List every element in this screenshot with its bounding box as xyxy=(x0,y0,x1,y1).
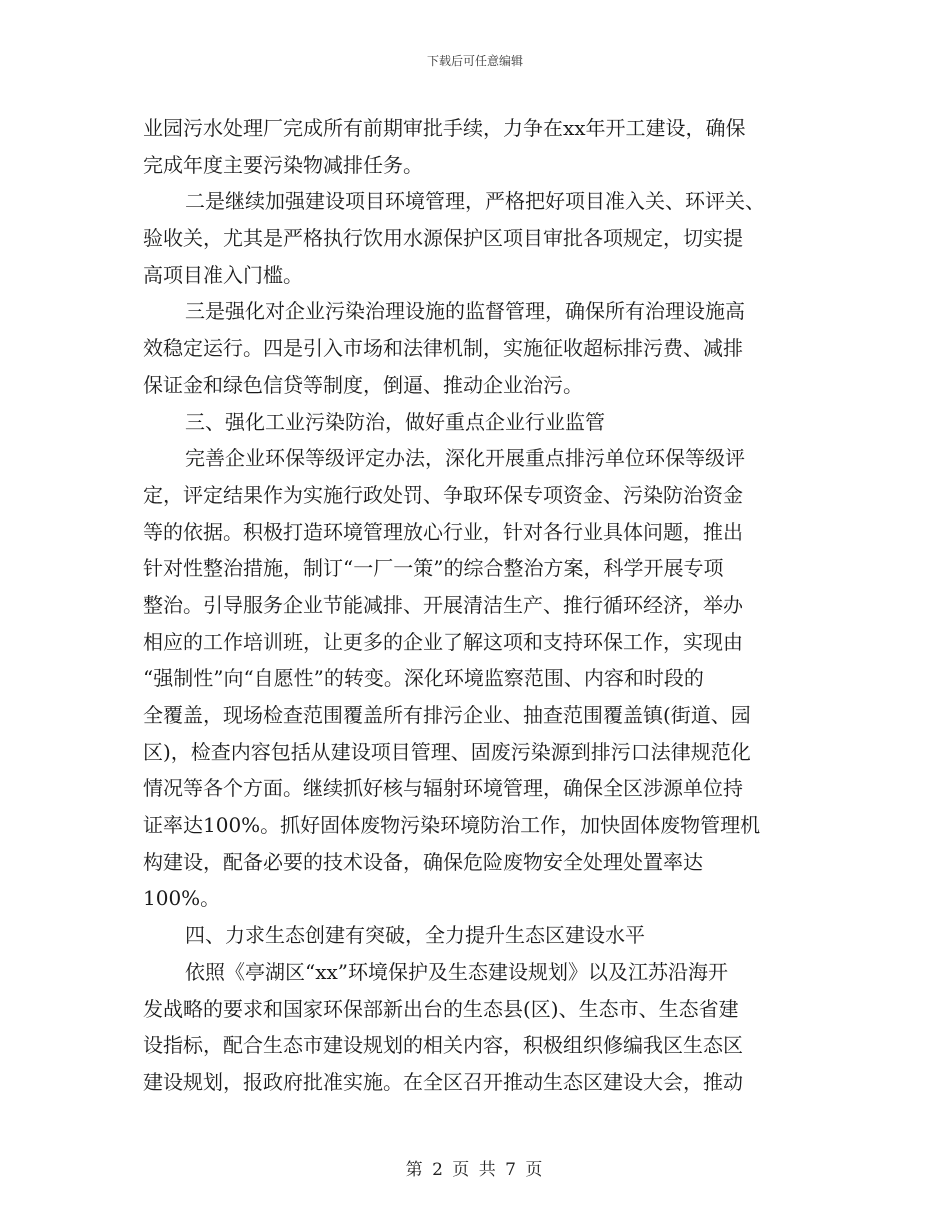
text-line: 二是继续加强建设项目环境管理，严格把好项目准入关、环评关、 xyxy=(185,189,765,214)
text-line: 建设规划，报政府批准实施。在全区召开推动生态区建设大会，推动 xyxy=(143,1069,743,1094)
text-line: 整治。引导服务企业节能减排、开展清洁生产、推行循环经济，举办 xyxy=(143,592,743,617)
text-line: 效稳定运行。四是引入市场和法律机制，实施征收超标排污费、减排 xyxy=(143,336,743,361)
text-line: 等的依据。积极打造环境管理放心行业，针对各行业具体问题，推出 xyxy=(143,519,743,544)
text-line: 三、强化工业污染防治，做好重点企业行业监管 xyxy=(185,409,605,434)
text-line: 情况等各个方面。继续抓好核与辐射环境管理，确保全区涉源单位持 xyxy=(143,776,743,801)
text-line: 验收关，尤其是严格执行饮用水源保护区项目审批各项规定，切实提 xyxy=(143,226,743,251)
page-footer: 第 2 页 共 7 页 xyxy=(405,1160,545,1180)
text-line: 全覆盖，现场检查范围覆盖所有排污企业、抽查范围覆盖镇(街道、园 xyxy=(143,703,751,727)
text-line: 发战略的要求和国家环保部新出台的生态县(区)、生态市、生态省建 xyxy=(143,996,739,1021)
text-line: 构建设，配备必要的技术设备，确保危险废物安全处理处置率达 xyxy=(143,849,703,874)
text-line: 依照《亭湖区“xx”环境保护及生态建设规划》以及江苏沿海开 xyxy=(185,959,729,984)
text-line: 完成年度主要污染物减排任务。 xyxy=(143,152,423,177)
text-line: 三是强化对企业污染治理设施的监督管理，确保所有治理设施高 xyxy=(185,299,745,324)
text-line: 四、力求生态创建有突破，全力提升生态区建设水平 xyxy=(185,923,645,948)
text-line: 100%。 xyxy=(143,886,221,911)
text-line: 保证金和绿色信贷等制度，倒逼、推动企业治污。 xyxy=(143,372,583,397)
text-line: 完善企业环保等级评定办法，深化开展重点排污单位环保等级评 xyxy=(185,446,745,471)
document-body xyxy=(143,110,813,1101)
text-line: 设指标，配合生态市建设规划的相关内容，积极组织修编我区生态区 xyxy=(143,1033,743,1058)
text-line: 相应的工作培训班，让更多的企业了解这项和支持环保工作，实现由 xyxy=(143,629,743,654)
text-line: 高项目准入门槛。 xyxy=(143,262,303,287)
text-line: “强制性”向“自愿性”的转变。深化环境监察范围、内容和时段的 xyxy=(143,666,704,691)
text-line: 定，评定结果作为实施行政处罚、争取环保专项资金、污染防治资金 xyxy=(143,482,743,507)
text-line: 针对性整治措施，制订“一厂一策”的综合整治方案，科学开展专项 xyxy=(143,556,724,581)
page-header: 下载后可任意编辑 xyxy=(426,54,523,68)
text-line: 区)，检查内容包括从建设项目管理、固废污染源到排污口法律规范化 xyxy=(143,739,751,764)
text-line: 业园污水处理厂完成所有前期审批手续，力争在xx年开工建设，确保 xyxy=(143,116,746,140)
text-line: 证率达100%。抓好固体废物污染环境防治工作，加快固体废物管理机 xyxy=(143,813,761,838)
